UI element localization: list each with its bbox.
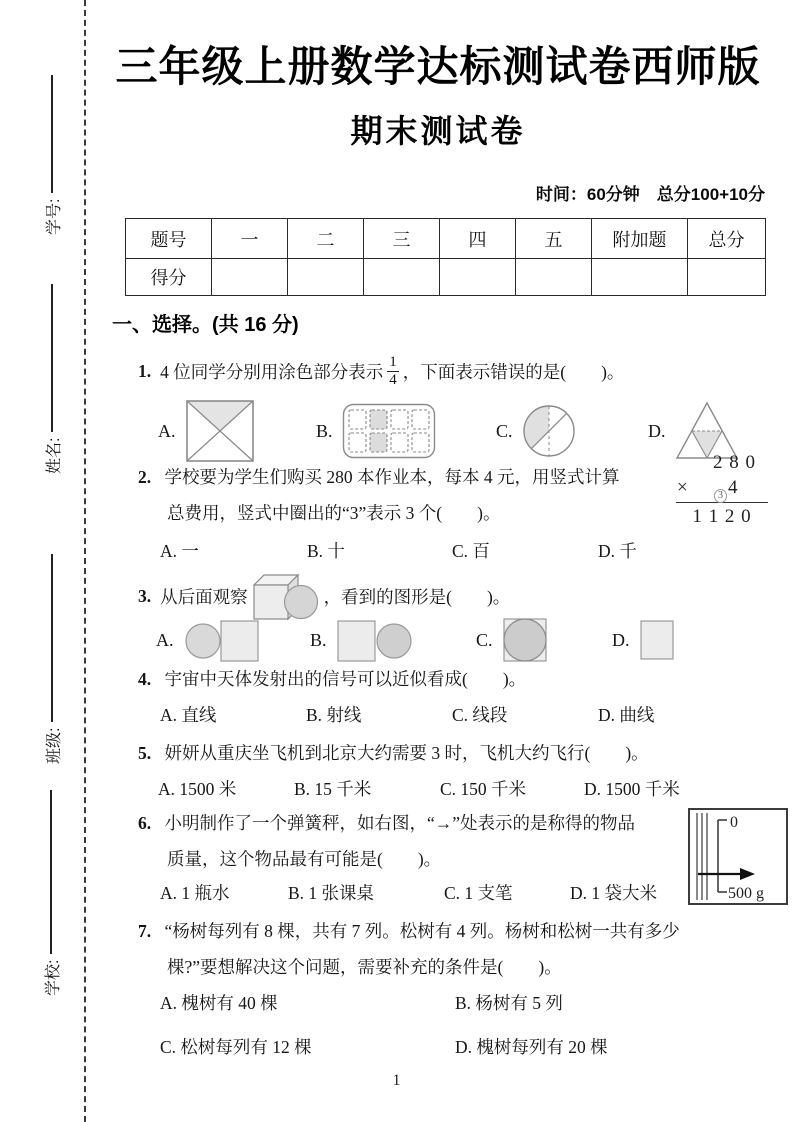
- margin-field-school: [40, 790, 62, 996]
- name-blank: [51, 284, 53, 432]
- question-3-before: 从后面观察: [160, 586, 248, 607]
- q1-option-b-label: B.: [316, 420, 333, 441]
- score-table-col-4: 四: [440, 219, 516, 259]
- q2-option-c: C. 百: [452, 541, 490, 561]
- question-3-text: [138, 570, 510, 622]
- q3-option-c-circle-in-square-shape: [502, 617, 548, 663]
- multiplier-digit: 4: [728, 477, 738, 498]
- q3-option-a-label: A.: [156, 629, 174, 650]
- q3-option-d-label: D.: [612, 629, 630, 650]
- q5-option-a: A. 1500 米: [158, 779, 237, 799]
- margin-field-name: [41, 284, 63, 474]
- calc-multiplicand: 2 8 0: [713, 452, 756, 473]
- q1-option-b: [316, 398, 436, 464]
- q1-option-c-label: C.: [496, 420, 513, 441]
- q3-option-d-square-shape: [639, 619, 675, 661]
- q3-option-c-label: C.: [476, 629, 493, 650]
- score-cell: [688, 259, 766, 296]
- question-4-text: [138, 666, 526, 691]
- class-label: 班级:: [45, 727, 63, 764]
- question-1-text: [138, 346, 624, 396]
- q7-option-b: B. 杨树有 5 列: [455, 993, 563, 1013]
- q6-option-c: C. 1 支笔: [444, 883, 513, 903]
- question-7-line1: [138, 918, 680, 943]
- score-table-score-row: [126, 259, 766, 296]
- q6-option-d: D. 1 袋大米: [570, 883, 658, 903]
- question-3-number: 3.: [138, 585, 152, 606]
- fraction-denominator: 4: [389, 371, 397, 388]
- question-4-number: 4.: [138, 669, 152, 689]
- q4-option-b: B. 射线: [306, 705, 362, 725]
- q2-vertical-multiplication: [676, 452, 768, 528]
- fraction-one-fourth: [387, 354, 399, 388]
- q6-option-b: B. 1 张课桌: [288, 883, 375, 903]
- q1-option-a: [158, 398, 255, 464]
- q1-option-c: [496, 398, 576, 464]
- scale-top-label: 0: [730, 814, 738, 831]
- q2-option-b: B. 十: [307, 541, 345, 561]
- scale-bottom-label: 500 g: [728, 885, 764, 902]
- score-table-header-row: [126, 219, 766, 259]
- score-table-col-total: 总分: [688, 219, 766, 259]
- question-5-text: [138, 740, 649, 765]
- q7-option-d: D. 槐树每列有 20 棵: [455, 1037, 608, 1057]
- school-label: 学校:: [44, 959, 62, 996]
- q3-option-a-circle-square-shape: [183, 618, 261, 662]
- q4-option-d: D. 曲线: [598, 705, 655, 725]
- q1-option-a-label: A.: [158, 420, 176, 441]
- question-2-line2: 总费用，竖式中圈出的“3”表示 3 个( )。: [167, 503, 501, 523]
- q5-option-c: C. 150 千米: [440, 779, 527, 799]
- score-table-col-3: 三: [364, 219, 440, 259]
- q7-option-c: C. 松树每列有 12 棵: [160, 1037, 312, 1057]
- q3-option-a: [156, 616, 261, 664]
- question-6-line2: 质量，这个物品最有可能是( )。: [167, 849, 442, 869]
- name-label: 姓名:: [45, 437, 63, 474]
- multiply-sign: ×: [677, 477, 688, 498]
- score-cell: [288, 259, 364, 296]
- q5-option-b: B. 15 千米: [294, 779, 372, 799]
- page-number: 1: [392, 1072, 401, 1089]
- question-6-number: 6.: [138, 813, 152, 833]
- q3-option-b: [310, 616, 414, 664]
- q4-option-a: A. 直线: [160, 705, 217, 725]
- score-cell: [364, 259, 440, 296]
- question-2-number: 2.: [138, 467, 152, 487]
- calc-product: 1 1 2 0: [692, 506, 752, 527]
- question-7-line1-text: “杨树每列有 8 棵，共有 7 列。松树有 4 列。杨树和松树一共有多少: [164, 921, 680, 941]
- question-4-body: 宇宙中天体发射出的信号可以近似看成( )。: [164, 669, 527, 689]
- q2-option-d: D. 千: [598, 541, 637, 561]
- paper-subtitle: 期末测试卷: [350, 113, 526, 149]
- score-table: [125, 218, 766, 296]
- spring-scale-svg: [688, 808, 788, 905]
- question-2-line1: [138, 464, 620, 489]
- q3-option-b-square-circle-shape: [336, 618, 414, 662]
- q1-option-a-square-x-shape: [185, 399, 255, 463]
- score-cell: [212, 259, 288, 296]
- class-blank: [51, 554, 53, 722]
- q1-option-c-circle-shape: [522, 404, 576, 458]
- question-1-before: 4 位同学分别用涂色部分表示: [160, 361, 384, 382]
- question-5-number: 5.: [138, 743, 152, 763]
- cube-and-sphere-figure: [252, 571, 320, 621]
- q3-option-d: [612, 616, 675, 664]
- score-table-col-1: 一: [212, 219, 288, 259]
- question-6-line1-text: 小明制作了一个弹簧秤，如右图，“→”处表示的是称得的物品: [164, 813, 636, 833]
- score-cell: [592, 259, 688, 296]
- calc-multiplier: [714, 477, 738, 503]
- question-7-number: 7.: [138, 921, 152, 941]
- q1-option-b-grid-shape: [342, 403, 436, 459]
- score-cell: [516, 259, 592, 296]
- q3-option-b-label: B.: [310, 629, 327, 650]
- q3-option-c: [476, 616, 548, 664]
- score-row-label: 得分: [126, 259, 212, 296]
- paper-title: 三年级上册数学达标测试卷西师版: [115, 43, 761, 90]
- school-blank: [50, 790, 52, 954]
- seal-dashed-line: [84, 0, 86, 1122]
- question-6-line1: [138, 810, 635, 835]
- q6-option-a: A. 1 瓶水: [160, 883, 230, 903]
- question-3-after: ，看到的图形是( )。: [323, 586, 511, 607]
- score-table-col-2: 二: [288, 219, 364, 259]
- question-7-line2: 棵?”要想解决这个问题，需要补充的条件是( )。: [167, 957, 562, 977]
- margin-field-class: [41, 554, 63, 764]
- spring-scale-figure: [688, 808, 788, 905]
- student-number-blank: [51, 75, 53, 193]
- score-cell: [440, 259, 516, 296]
- student-number-label: 学号:: [45, 198, 63, 235]
- score-table-col-5: 五: [516, 219, 592, 259]
- margin-field-student-number: [41, 75, 63, 235]
- question-1-number: 1.: [138, 360, 152, 381]
- q1-option-d-label: D.: [648, 420, 666, 441]
- score-table-col-extra: 附加题: [592, 219, 688, 259]
- q5-option-d: D. 1500 千米: [584, 779, 680, 799]
- calc-multiplier-row: [676, 474, 768, 503]
- time-score-info: 时间：60分钟 总分100+10分: [535, 185, 765, 204]
- section-title: 一、选择。(共 16 分): [112, 314, 299, 336]
- score-table-col-label: 题号: [126, 219, 212, 259]
- q7-option-a: A. 槐树有 40 棵: [160, 993, 278, 1013]
- circled-carry-digit: 3: [714, 489, 727, 503]
- q4-option-c: C. 线段: [452, 705, 508, 725]
- q2-option-a: A. 一: [160, 541, 199, 561]
- question-1-after: ，下面表示错误的是( )。: [402, 361, 625, 382]
- question-5-body: 妍妍从重庆坐飞机到北京大约需要 3 时，飞机大约飞行( )。: [164, 743, 649, 763]
- fraction-numerator: 1: [389, 354, 397, 370]
- question-2-line1-text: 学校要为学生们购买 280 本作业本，每本 4 元，用竖式计算: [164, 467, 620, 487]
